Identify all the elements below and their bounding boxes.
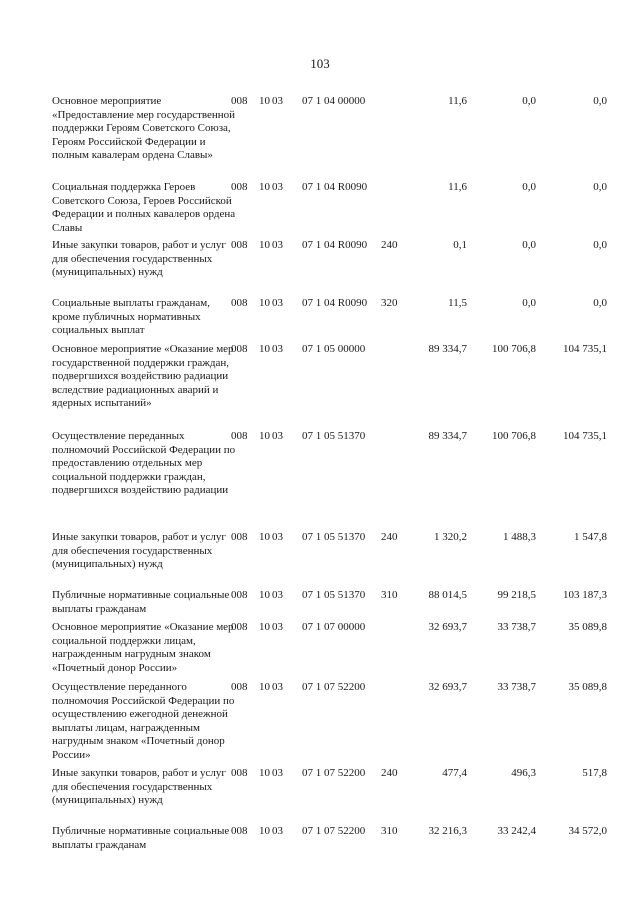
subsection-code: 03 (272, 430, 283, 442)
target-article-code: 07 1 05 51370 (302, 589, 366, 601)
target-article-code: 07 1 07 00000 (302, 621, 366, 633)
amount-year-3: 35 089,8 (568, 681, 607, 693)
page-number: 103 (310, 56, 330, 71)
amount-year-3: 103 187,3 (563, 589, 607, 601)
row-name: Иные закупки товаров, работ и услуг для обеспечения государственных (муниципальных) нужд (52, 239, 226, 279)
ministry-code: 008 (231, 681, 248, 693)
target-article-code: 07 1 07 52200 (302, 825, 366, 837)
amount-year-3: 0,0 (593, 95, 607, 107)
subsection-code: 03 (272, 681, 283, 693)
amount-year-1: 32 693,7 (428, 681, 467, 693)
target-article-code: 07 1 07 52200 (302, 681, 366, 693)
amount-year-3: 0,0 (593, 297, 607, 309)
amount-year-1: 89 334,7 (428, 430, 467, 442)
amount-year-2: 0,0 (522, 181, 536, 193)
amount-year-1: 477,4 (442, 767, 467, 779)
subsection-code: 03 (272, 531, 283, 543)
row-name: Иные закупки товаров, работ и услуг для обеспечения государственных (муниципальных) нужд (52, 767, 226, 807)
amount-year-1: 11,5 (448, 297, 467, 309)
row-name: Иные закупки товаров, работ и услуг для обеспечения государственных (муниципальных) нужд (52, 531, 226, 571)
subsection-code: 03 (272, 95, 283, 107)
target-article-code: 07 1 04 R0090 (302, 297, 368, 309)
amount-year-2: 496,3 (511, 767, 536, 779)
amount-year-2: 0,0 (522, 95, 536, 107)
ministry-code: 008 (231, 95, 248, 107)
ministry-code: 008 (231, 239, 248, 251)
section-code: 10 (259, 430, 270, 442)
section-code: 10 (259, 343, 270, 355)
expense-type-code: 240 (381, 767, 398, 779)
expense-type-code: 310 (381, 589, 398, 601)
section-code: 10 (259, 181, 270, 193)
amount-year-1: 32 216,3 (428, 825, 467, 837)
section-code: 10 (259, 681, 270, 693)
amount-year-2: 99 218,5 (497, 589, 536, 601)
section-code: 10 (259, 239, 270, 251)
section-code: 10 (259, 297, 270, 309)
amount-year-2: 33 738,7 (497, 621, 536, 633)
section-code: 10 (259, 767, 270, 779)
row-name: Публичные нормативные социальные выплаты гражданам (52, 589, 230, 615)
subsection-code: 03 (272, 767, 283, 779)
ministry-code: 008 (231, 297, 248, 309)
target-article-code: 07 1 04 00000 (302, 95, 366, 107)
subsection-code: 03 (272, 343, 283, 355)
ministry-code: 008 (231, 825, 248, 837)
amount-year-2: 100 706,8 (492, 343, 536, 355)
ministry-code: 008 (231, 531, 248, 543)
row-name: Осуществление переданных полномочий Российской Федерации по предоставлению отдельных мер социальной поддержки граждан, подвергшихся воздействию радиации (52, 430, 236, 497)
expense-type-code: 240 (381, 531, 398, 543)
subsection-code: 03 (272, 239, 283, 251)
target-article-code: 07 1 04 R0090 (302, 239, 368, 251)
row-name: Социальная поддержка Героев Советского Союза, Героев Российской Федерации и полных кавалеров ордена Славы (52, 181, 236, 234)
amount-year-3: 104 735,1 (563, 343, 607, 355)
target-article-code: 07 1 05 00000 (302, 343, 366, 355)
row-name: Социальные выплаты гражданам, кроме публичных нормативных социальных выплат (52, 297, 210, 337)
amount-year-3: 0,0 (593, 239, 607, 251)
amount-year-3: 35 089,8 (568, 621, 607, 633)
amount-year-1: 89 334,7 (428, 343, 467, 355)
target-article-code: 07 1 07 52200 (302, 767, 366, 779)
amount-year-2: 33 242,4 (497, 825, 536, 837)
ministry-code: 008 (231, 589, 248, 601)
row-name: Публичные нормативные социальные выплаты гражданам (52, 825, 230, 851)
subsection-code: 03 (272, 589, 283, 601)
amount-year-2: 1 488,3 (503, 531, 536, 543)
amount-year-2: 0,0 (522, 239, 536, 251)
section-code: 10 (259, 531, 270, 543)
section-code: 10 (259, 95, 270, 107)
amount-year-2: 0,0 (522, 297, 536, 309)
ministry-code: 008 (231, 430, 248, 442)
row-name: Основное мероприятие «Оказание мер социальной поддержки лицам, награжденным нагрудным знаком «Почетный донор России» (52, 621, 234, 674)
amount-year-1: 11,6 (448, 181, 467, 193)
amount-year-3: 517,8 (582, 767, 607, 779)
amount-year-1: 1 320,2 (434, 531, 467, 543)
amount-year-3: 34 572,0 (568, 825, 607, 837)
amount-year-3: 104 735,1 (563, 430, 607, 442)
expense-type-code: 310 (381, 825, 398, 837)
amount-year-1: 11,6 (448, 95, 467, 107)
ministry-code: 008 (231, 343, 248, 355)
subsection-code: 03 (272, 825, 283, 837)
section-code: 10 (259, 621, 270, 633)
subsection-code: 03 (272, 621, 283, 633)
amount-year-1: 88 014,5 (428, 589, 467, 601)
amount-year-3: 0,0 (593, 181, 607, 193)
expense-type-code: 320 (381, 297, 398, 309)
section-code: 10 (259, 589, 270, 601)
target-article-code: 07 1 04 R0090 (302, 181, 368, 193)
row-name: Осуществление переданного полномочия Российской Федерации по осуществлению ежегодной денежной выплаты лицам, награжденным нагрудным знаком «Почетный донор России» (52, 681, 235, 761)
row-name: Основное мероприятие «Предоставление мер государственной поддержки Героям Советского Союза, Героям Российской Федерации и полным кавалерам ордена Славы» (52, 95, 236, 162)
amount-year-2: 33 738,7 (497, 681, 536, 693)
amount-year-3: 1 547,8 (574, 531, 607, 543)
amount-year-1: 32 693,7 (428, 621, 467, 633)
expense-type-code: 240 (381, 239, 398, 251)
target-article-code: 07 1 05 51370 (302, 430, 366, 442)
subsection-code: 03 (272, 181, 283, 193)
ministry-code: 008 (231, 621, 248, 633)
row-name: Основное мероприятие «Оказание мер государственной поддержки граждан, подвергшихся воздействию радиации вследствие радиационных аварий и ядерных испытаний» (52, 343, 234, 410)
section-code: 10 (259, 825, 270, 837)
amount-year-1: 0,1 (453, 239, 467, 251)
ministry-code: 008 (231, 181, 248, 193)
ministry-code: 008 (231, 767, 248, 779)
target-article-code: 07 1 05 51370 (302, 531, 366, 543)
subsection-code: 03 (272, 297, 283, 309)
amount-year-2: 100 706,8 (492, 430, 536, 442)
